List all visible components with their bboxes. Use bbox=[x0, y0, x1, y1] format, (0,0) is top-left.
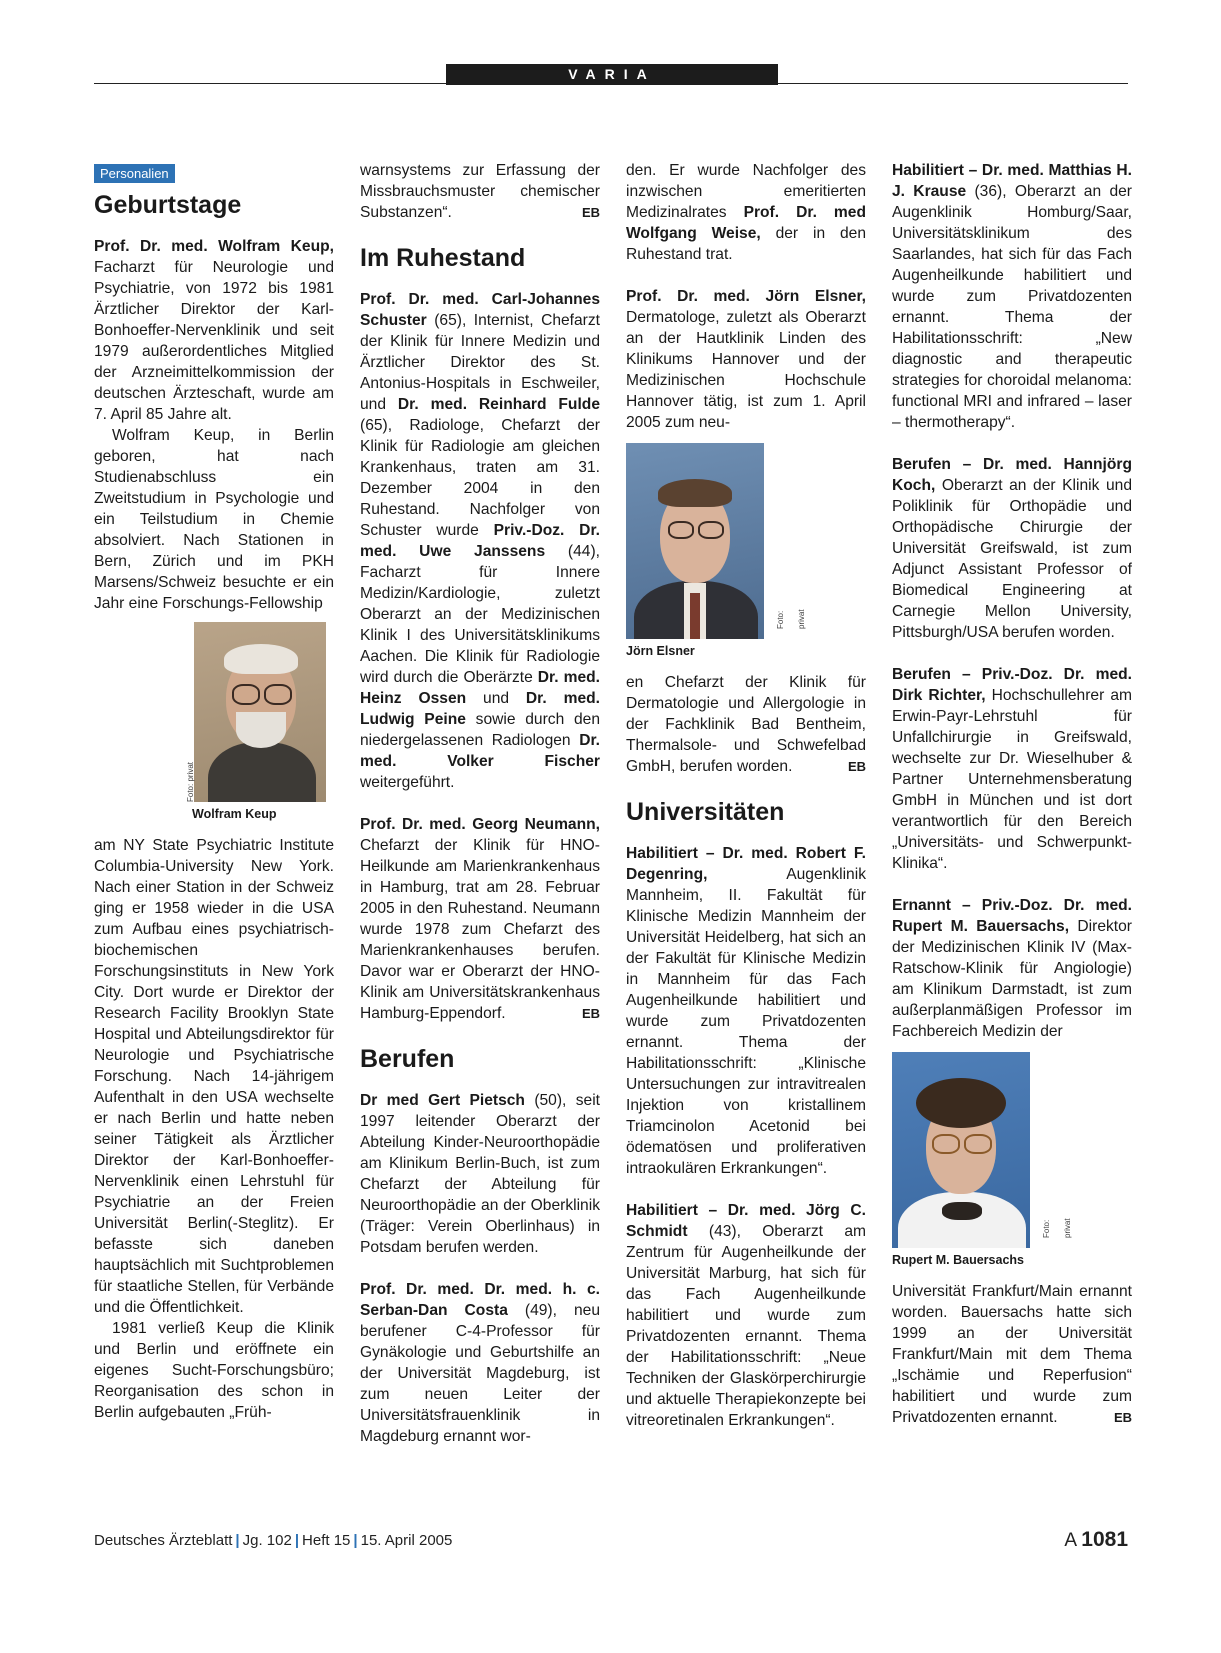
paragraph-schuster: Prof. Dr. med. Carl-Johannes Schuster (65), Internist, Chefarzt der Klinik für Innere Medizin und Ärztlicher Direktor des St. Antonius-Hospitals in Eschweiler, und Dr. med. Reinhard Fulde (65), Radiologe, Chefarzt der Klinik für Radiologie am gleichen Krankenhaus, traten am 31. Dezember 2004 in den Ruhestand. Nachfolger von Schuster wurde Priv.-Doz. Dr. med. Uwe Janssens (44), Facharzt für Innere Medizin/Kardiologie, zuletzt Oberarzt an der Medizinischen Klinik I des Universitätsklinikums Aachen. Die Klinik für Radiologie wird durch die Oberärzte Dr. med. Heinz Ossen und Dr. med. Ludwig Peine sowie durch den niedergelassenen Radiologen Dr. med. Volker Fischer weitergeführt. bbox=[360, 291, 601, 791]
heading-geburtstage: Geburtstage bbox=[94, 191, 242, 219]
heading-berufen: Berufen bbox=[360, 1045, 455, 1073]
portrait-bauersachs bbox=[892, 1052, 1030, 1248]
portrait-elsner bbox=[626, 443, 764, 639]
photo-bauersachs bbox=[892, 1052, 1072, 1271]
author-initials: EB bbox=[581, 205, 600, 220]
author-initials: EB bbox=[581, 1006, 600, 1021]
paragraph-elsner: Prof. Dr. med. Jörn Elsner, Dermatologe, zuletzt als Oberarzt an der Hautklinik Linden des Klinikums Hannover und der Medizinischen Hochschule Hannover tätig, ist zum 1. April 2005 zum neu- bbox=[626, 288, 866, 431]
page-footer: Deutsches Ärzteblatt | Jg. 102 | Heft 15 | 15. April 2005 A 1081 bbox=[94, 1528, 1128, 1551]
column-3 bbox=[626, 160, 866, 1431]
paragraph-schmidt: Habilitiert – Dr. med. Jörg C. Schmidt (43), Oberarzt am Zentrum für Augenheilkunde der Universität Marburg, hat sich für das Fach Augenheilkunde habilitiert und wurde zum Privatdozenten ernannt. Thema der Habilitationsschrift: „Neue Techniken der Glaskörperchirurgie und aktuelle Therapiekonzepte bei vitreoretinalen Erkrankungen“. bbox=[626, 1202, 866, 1429]
photo-caption: Jörn Elsner bbox=[626, 644, 695, 658]
journal-volume: Jg. 102 bbox=[242, 1532, 292, 1549]
photo-keup bbox=[186, 622, 334, 825]
portrait-keup bbox=[194, 622, 326, 802]
photo-credit: Foto: privat bbox=[776, 609, 806, 629]
photo-credit: Foto: privat bbox=[186, 761, 195, 802]
paragraph-keup-career: Wolfram Keup, in Berlin geboren, hat nach Studienabschluss ein Zweitstudium in Psychologie und ein Teilstudium in Chemie absolviert. Nach Stationen in Bern, Zürich und im PKH Marsens/Schweiz besuchte er ein Jahr eine Forschungs-Fellowship bbox=[94, 427, 334, 612]
paragraph-weise: den. Er wurde Nachfolger des inzwischen emeritierten Medizinalrates Prof. Dr. med Wolfgang Weise, der in den Ruhestand trat. bbox=[626, 162, 866, 263]
paragraph-keup-1981: 1981 verließ Keup die Klinik und Berlin und eröffnete ein eigenes Sucht-Forschungsbüro; Reorganisation des schon in Berlin aufgebauten „Früh- bbox=[94, 1320, 334, 1421]
author-initials: EB bbox=[1113, 1410, 1132, 1425]
photo-caption: Rupert M. Bauersachs bbox=[892, 1253, 1024, 1267]
heading-ruhestand: Im Ruhestand bbox=[360, 244, 526, 272]
category-tag: Personalien bbox=[94, 164, 175, 183]
paragraph-bauersachs: Ernannt – Priv.-Doz. Dr. med. Rupert M. Bauersachs, Direktor der Medizinischen Klinik IV (Max-Ratschow-Klinik für Angiologie) am Klinikum Darmstadt, ist zum außerplanmäßigen Professor im Fachbereich Medizin der bbox=[892, 897, 1132, 1040]
column-1 bbox=[94, 160, 334, 1423]
paragraph-neumann: Prof. Dr. med. Georg Neumann, Chefarzt der Klinik für HNO-Heilkunde am Marienkrankenhaus in Hamburg, trat am 28. Februar 2005 in den Ruhestand. Neumann wurde 1978 zum Chefarzt des Marienkrankenhauses berufen. Davor war er Oberarzt der HNO-Klinik am Universitätskrankenhaus Hamburg-Eppendorf. EB bbox=[360, 816, 600, 1022]
journal-issue: Heft 15 bbox=[302, 1532, 351, 1549]
photo-credit: Foto: privat bbox=[1042, 1218, 1072, 1238]
paragraph-koch: Berufen – Dr. med. Hannjörg Koch, Oberarzt an der Klinik und Poliklinik für Orthopädie und Orthopädische Chirurgie der Universität Greifswald, ist zum Adjunct Assistant Professor of Biomedical Engineering at Carnegie Mellon University, Pittsburgh/USA berufen worden. bbox=[892, 456, 1132, 641]
heading-universitaeten: Universitäten bbox=[626, 798, 785, 826]
paragraph-richter: Berufen – Priv.-Doz. Dr. med. Dirk Richter, Hochschullehrer am Erwin-Payr-Lehrstuhl für Unfallchirurgie in Greifswald, wechselte zur Dr. Wieselhuber & Partner Unternehmensberatung GmbH in München und ist dort verantwortlich für den Bereich „Universitäts- und Schwerpunkt-Klinika“. bbox=[892, 666, 1132, 872]
paragraph-krause: Habilitiert – Dr. med. Matthias H. J. Krause (36), Oberarzt an der Augenklinik Homburg/Saar, Universitätsklinikum des Saarlandes, hat sich für das Fach Augenheilkunde habilitiert und wurde zum Privatdozenten ernannt. Thema der Habilitationsschrift: „New diagnostic and therapeutic strategies for choroidal melanoma: functional MRI and infrared – laser – thermotherapy“. bbox=[892, 162, 1132, 431]
journal-date: 15. April 2005 bbox=[360, 1532, 453, 1549]
column-4 bbox=[892, 160, 1132, 1428]
paragraph-degenring: Habilitiert – Dr. med. Robert F. Degenring, Augenklinik Mannheim, II. Fakultät für Klinische Medizin Mannheim der Universität Heidelberg, hat sich an der Fakultät für Klinische Medizin in Mannheim für das Fach Augenheilkunde habilitiert und wurde zum Privatdozenten ernannt. Thema der Habilitationsschrift: „Klinische Untersuchungen zur intravitrealen Injektion von kristallinem Triamcinolon Acetonid bei ödematösen und proliferativen intraokulären Erkrankungen“. bbox=[626, 845, 866, 1177]
journal-name: Deutsches Ärzteblatt bbox=[94, 1532, 233, 1549]
paragraph-bauersachs-end: Universität Frankfurt/Main ernannt worden. Bauersachs hatte sich 1999 an der Universität Frankfurt/Main mit dem Thema „Ischämie und Reperfusion“ habilitiert und wurde zum Privatdozenten ernannt. EB bbox=[892, 1283, 1132, 1426]
paragraph-costa: Prof. Dr. med. Dr. med. h. c. Serban-Dan Costa (49), neu berufener C-4-Professor für Gynäkologie und Geburtshilfe an der Universität Magdeburg, ist zum neuen Leiter der Universitätsfrauenklinik in Magdeburg ernannt wor- bbox=[360, 1281, 600, 1445]
paragraph-pietsch: Dr med Gert Pietsch (50), seit 1997 leitender Oberarzt der Abteilung Kinder-Neuroorthopädie am Klinikum Berlin-Buch, ist zum Chefarzt der Abteilung für Neuroorthopädie an der Oberklinik (Träger: Verein Oberlinhaus) in Potsdam berufen werden. bbox=[360, 1092, 600, 1256]
page-number: A 1081 bbox=[1064, 1528, 1128, 1551]
author-initials: EB bbox=[847, 759, 866, 774]
paragraph-elsner-end: en Chefarzt der Klinik für Dermatologie und Allergologie in der Fachklinik Bad Bentheim, Thermalsole- und Schwefelbad GmbH, berufen worden. EB bbox=[626, 674, 866, 775]
paragraph-keup-end: warnsystems zur Erfassung der Missbrauchsmuster chemischer Substanzen“. EB bbox=[360, 162, 600, 221]
section-header: VARIA bbox=[446, 64, 778, 85]
column-2 bbox=[360, 160, 600, 1447]
photo-caption: Wolfram Keup bbox=[192, 807, 277, 821]
paragraph-keup-intro: Prof. Dr. med. Wolfram Keup, Facharzt für Neurologie und Psychiatrie, von 1972 bis 1981 Ärztlicher Direktor der Karl-Bonhoeffer-Nervenklinik und seit 1979 außerordentliches Mitglied der Arzneimittelkommission der deutschen Ärzteschaft, wurde am 7. April 85 Jahre alt. bbox=[94, 238, 334, 423]
photo-elsner bbox=[626, 443, 806, 662]
paragraph-keup-usa: am NY State Psychiatric Institute Columbia-University New York. Nach einer Station in der Schweiz ging er 1958 wieder in die USA zum Aufbau eines psychiatrisch-biochemischen Forschungsinstituts in New York City. Dort wurde er Direktor der Research Facility Brooklyn State Hospital und Abteilungsdirektor für Neurologie und Psychiatrische Forschung. Nach 14-jährigem Aufenthalt in den USA wechselte er nach Berlin und hatte neben seiner Tätigkeit als Ärztlicher Direktor der Karl-Bonhoeffer-Nervenklinik einen Lehrstuhl für Psychiatrie an der Freien Universität Berlin(-Steglitz). Er befasste sich daneben hauptsächlich mit Suchtproblemen für staatliche Stellen, für Verbände und die Öffentlichkeit. bbox=[94, 837, 334, 1316]
